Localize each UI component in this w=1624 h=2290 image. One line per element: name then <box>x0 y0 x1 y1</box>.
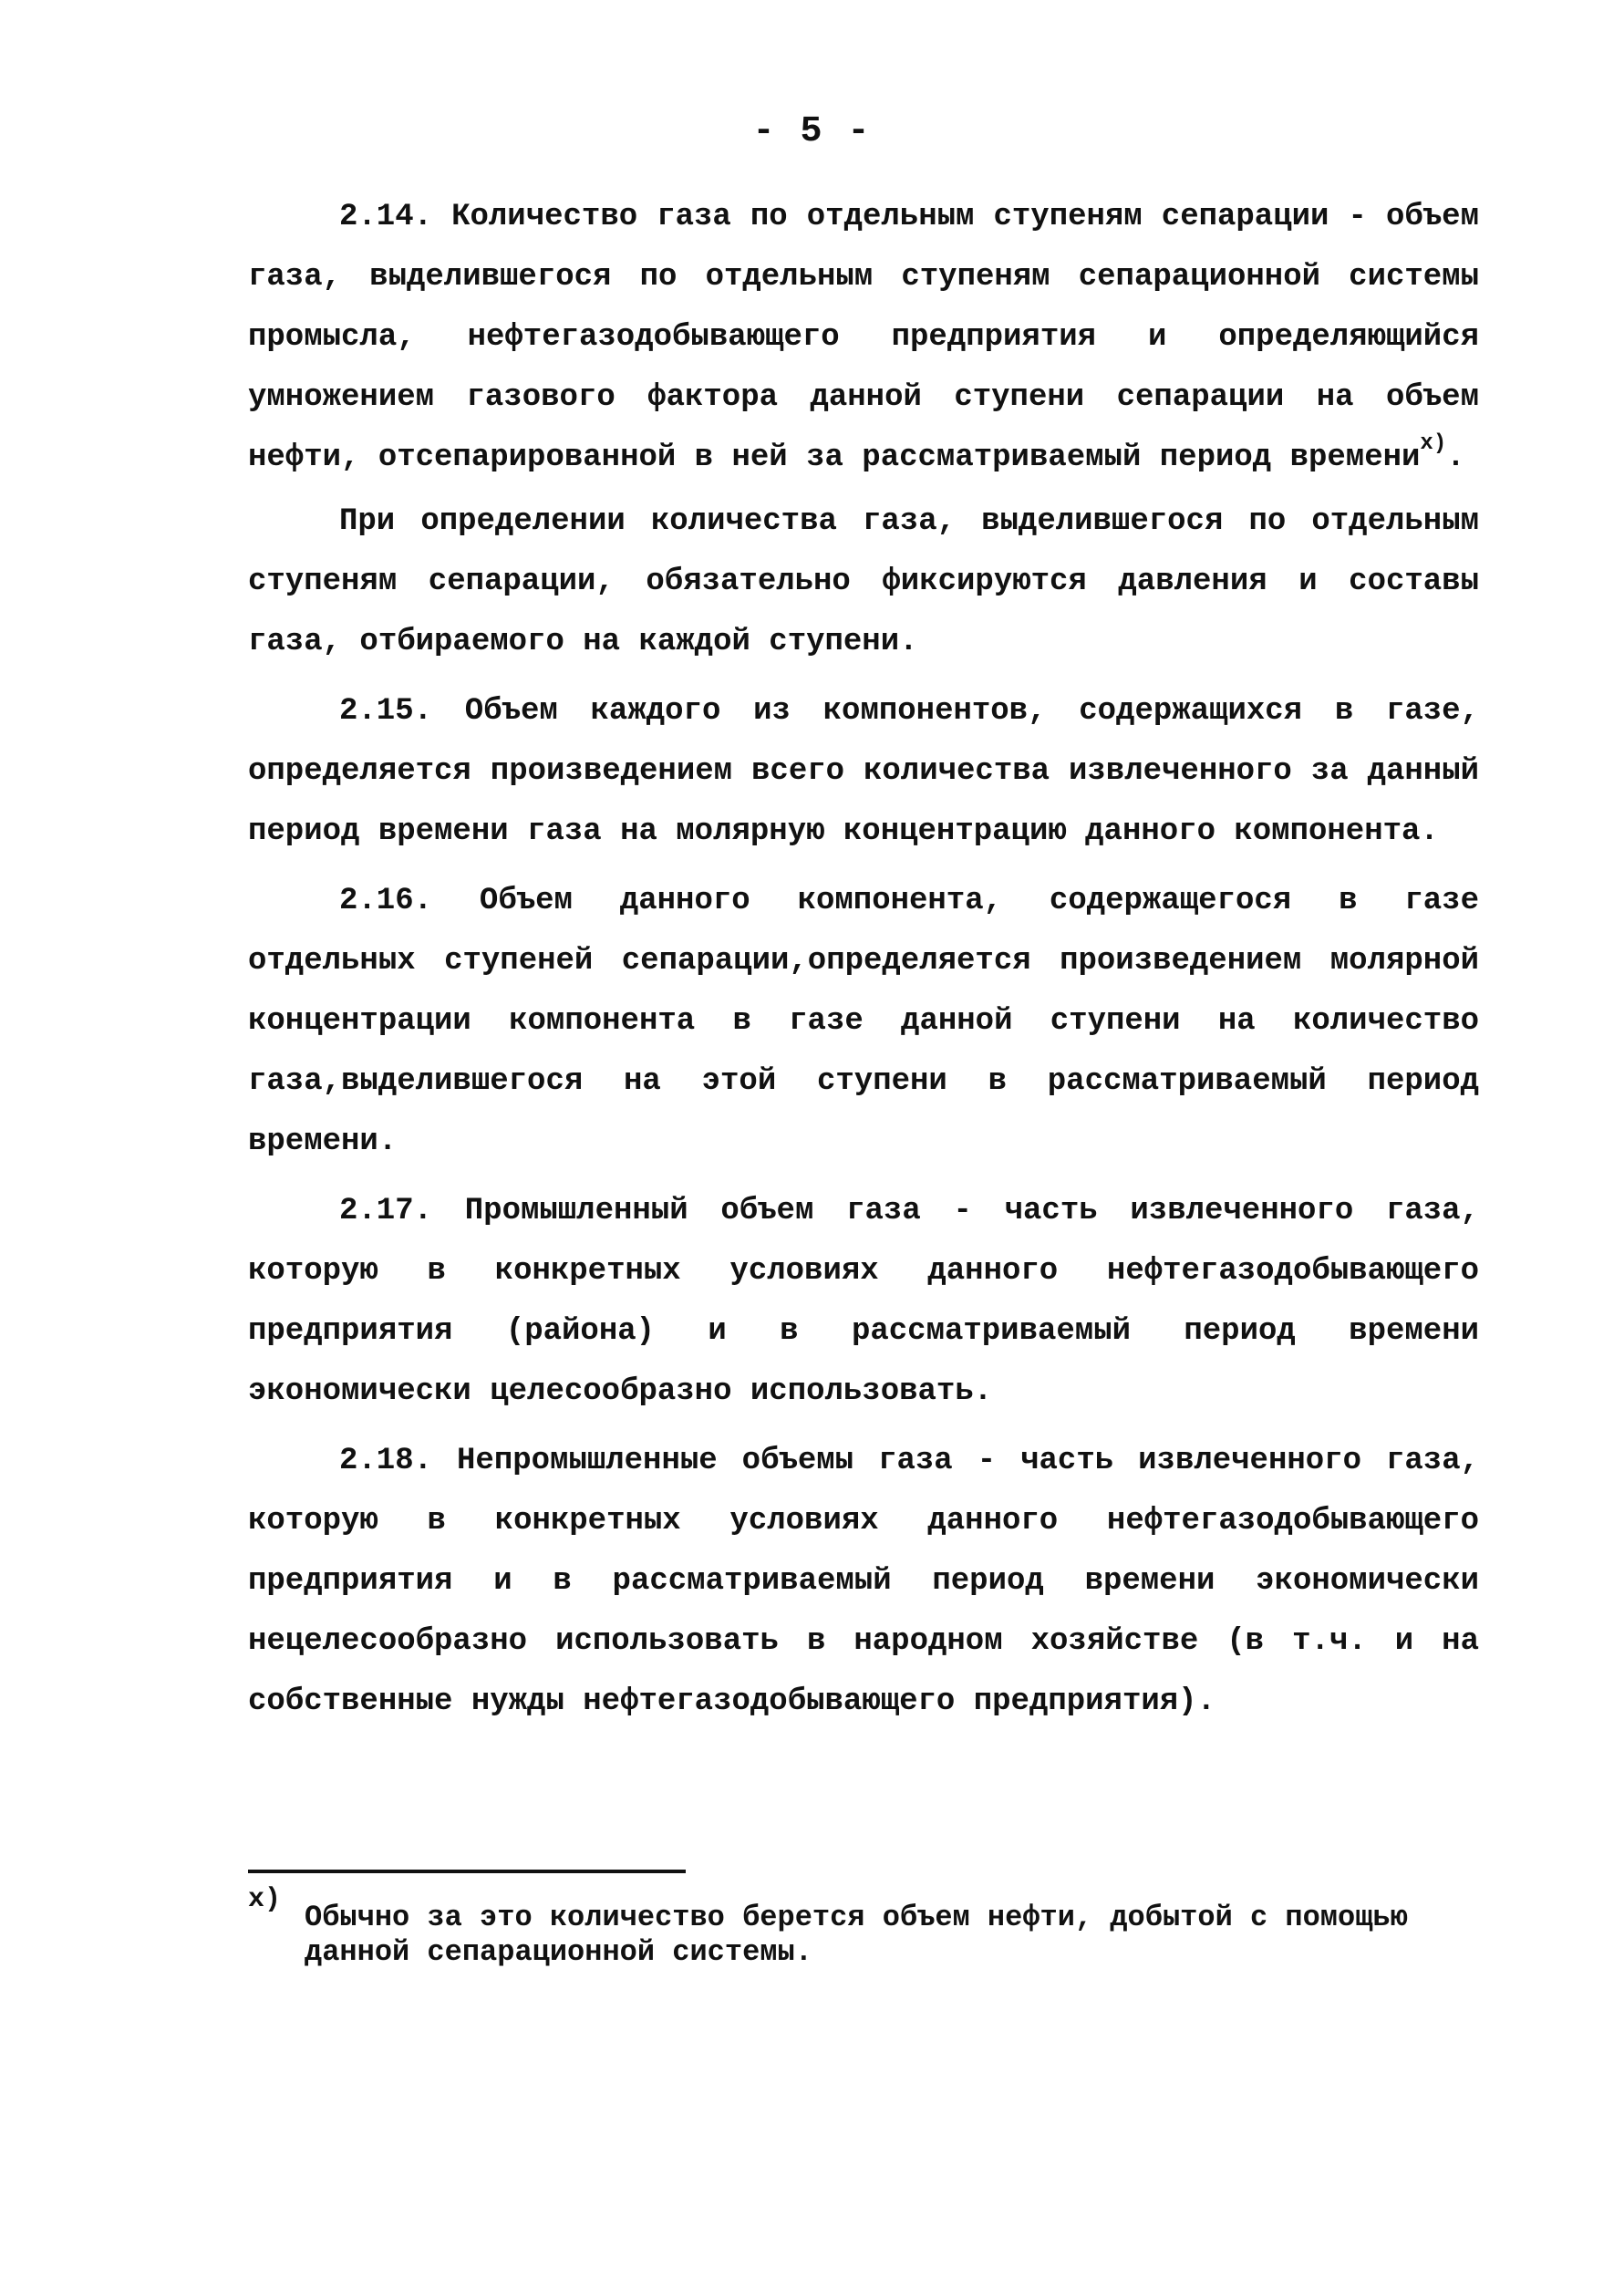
paragraph-2-14-text: 2.14. Количество газа по отдельным ступеням сепарации - объем газа, выделившегося по отдельным ступеням сепарационной системы промысла, нефтегазодобывающего предприятия и определяющийся умножением газового фактора данной ступени сепарации на объем нефти, отсепарированной в ней за рассматриваемый период времени <box>248 200 1479 475</box>
paragraph-2-14-end: . <box>1446 440 1465 475</box>
document-body <box>248 187 1479 1741</box>
paragraph-2-16: 2.16. Объем данного компонента, содержащегося в газе отдельных ступеней сепарации,определяется произведением молярной концентрации компонента в газе данной ступени на количество газа,выделившегося на этой ступени в рассматриваемый период времени. <box>248 884 1479 1159</box>
paragraph-separation-note: При определении количества газа, выделившегося по отдельным ступеням сепарации, обязательно фиксируются давления и составы газа, отбираемого на каждой ступени. <box>248 504 1479 659</box>
paragraph-2-18: 2.18. Непромышленные объемы газа - часть извлеченного газа, которую в конкретных условиях данного нефтегазодобывающего предприятия и в рассматриваемый период времени экономически нецелесообразно использовать в народном хозяйстве (в т.ч. и на собственные нужды нефтегазодобывающего предприятия). <box>248 1444 1479 1719</box>
footnote-mark: x) <box>248 1884 282 1915</box>
paragraph-2-14 <box>248 187 1479 488</box>
paragraph-2-15: 2.15. Объем каждого из компонентов, содержащихся в газе, определяется произведением всего количества извлеченного за данный период времени газа на молярную концентрацию данного компонента. <box>248 694 1479 849</box>
footnote-text: Обычно за это количество берется объем нефти, добытой с помощью данной сепарационной системы. <box>305 1901 1408 1969</box>
footnote-divider <box>248 1870 686 1873</box>
footnote-reference: x) <box>1420 431 1447 456</box>
page-number: - 5 - <box>752 111 872 152</box>
paragraph-2-17: 2.17. Промышленный объем газа - часть извлеченного газа, которую в конкретных условиях данного нефтегазодобывающего предприятия (района) и в рассматриваемый период времени экономически целесообразно использовать. <box>248 1194 1479 1409</box>
footnote <box>248 1884 1479 1970</box>
